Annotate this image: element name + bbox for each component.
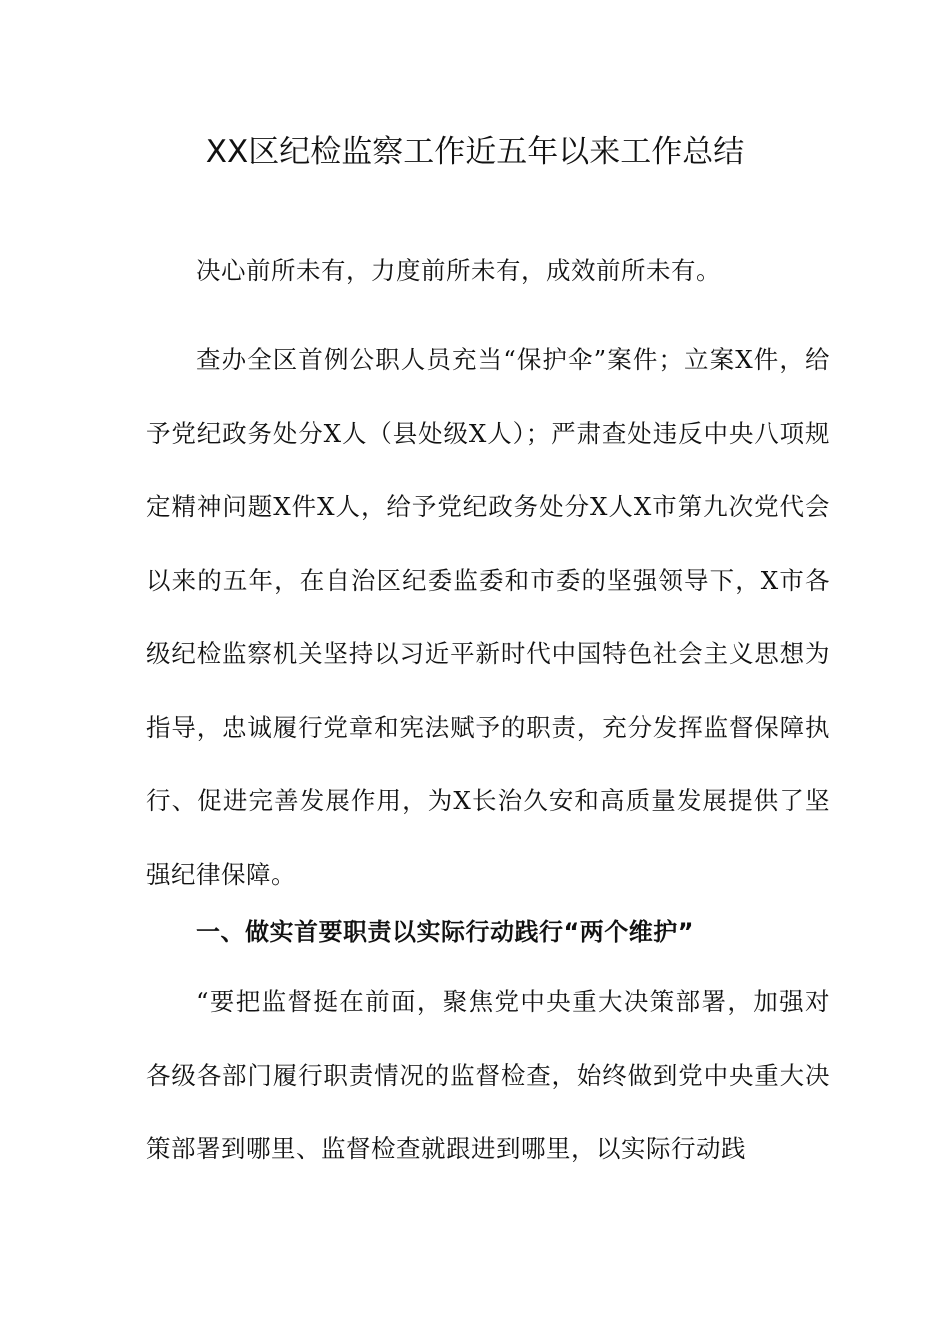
paragraph-section-one: “要把监督挺在前面，聚焦党中央重大决策部署，加强对各级各部门履行职责情况的监督检查，始终做到党中央重大决策部署到哪里、监督检查就跟进到哪里，以实际行动践 bbox=[146, 987, 830, 1163]
paragraph-summary: 查办全区首例公职人员充当“保护伞”案件；立案X件，给予党纪政务处分X人（县处级X人）；严肃查处违反中央八项规定精神问题X件X人，给予党纪政务处分X人X市第九次党代会以来的五年，在自治区纪委监委和市委的坚强领导下，X市各级纪检监察机关坚持以习近平新时代中国特色社会主义思想为指导，忠诚履行党章和宪法赋予的职责，充分发挥监督保障执行、促进完善发展作用，为X长治久安和高质量发展提供了坚强纪律保障。 bbox=[146, 345, 830, 889]
section-heading: 一、做实首要职责以实际行动践行“两个维护” bbox=[196, 918, 695, 946]
document-title: XX区纪检监察工作近五年以来工作总结 bbox=[205, 134, 745, 170]
paragraph-opening: 决心前所未有，力度前所未有，成效前所未有。 bbox=[196, 256, 721, 285]
